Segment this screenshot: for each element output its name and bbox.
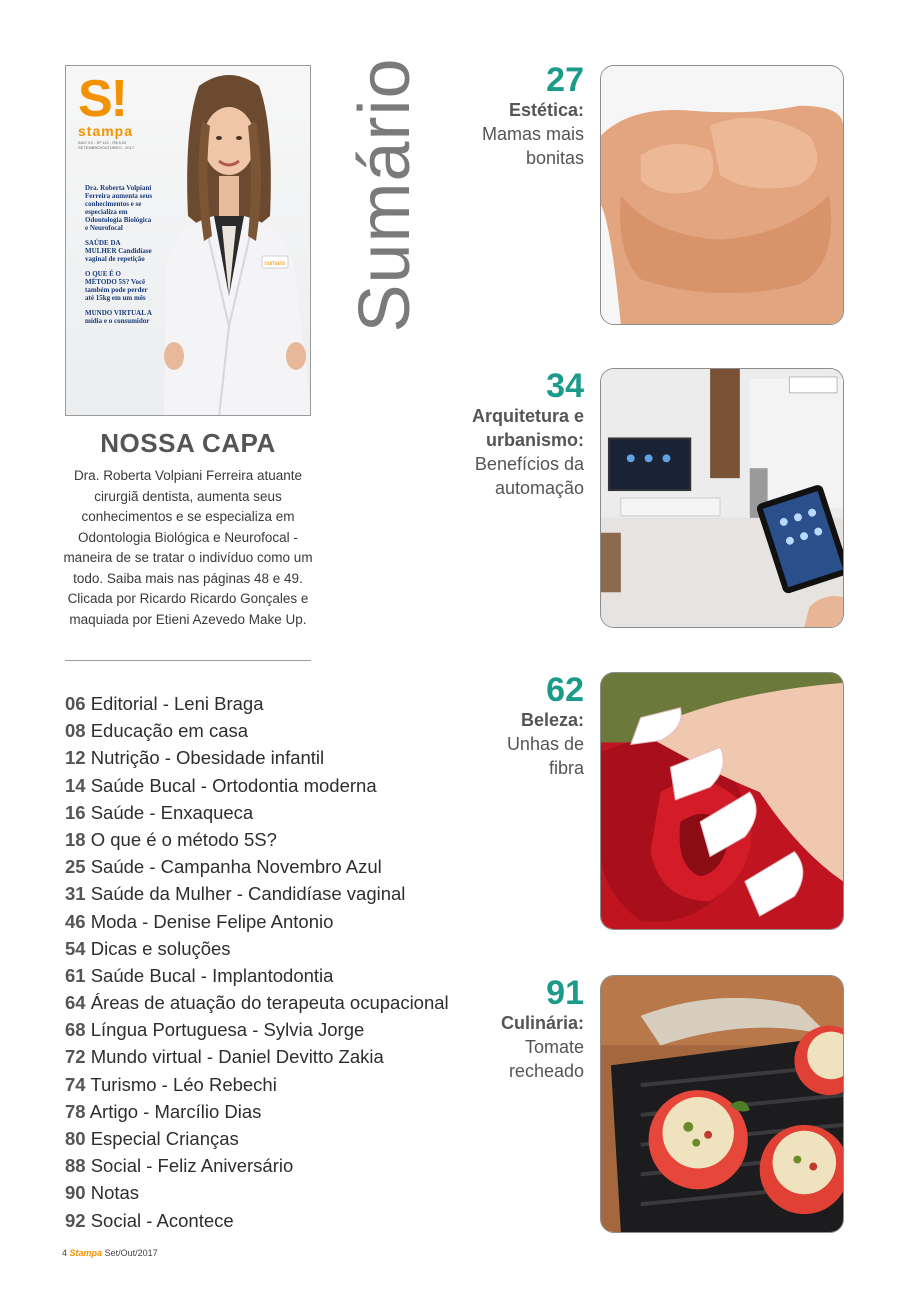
toc-title: Especial Crianças	[90, 1128, 239, 1149]
toc-title: Social - Acontece	[90, 1209, 234, 1231]
feature-page-number: 91	[546, 974, 584, 1012]
toc-item[interactable]	[65, 1125, 449, 1152]
coat-logo: numaris	[264, 261, 286, 267]
toc-title: Artigo - Marcílio Dias	[89, 1100, 262, 1122]
feature-description: Unhas de	[506, 734, 584, 754]
toc-title: Nutrição - Obesidade infantil	[90, 747, 325, 769]
nails-photo	[601, 673, 843, 929]
toc-page: 88	[65, 1155, 86, 1177]
toc-title: Educação em casa	[90, 720, 249, 742]
toc-page: 80	[65, 1128, 86, 1149]
stuffed-tomato-photo	[601, 976, 843, 1232]
nossa-capa-title: NOSSA CAPA	[100, 428, 276, 458]
toc-page: 74	[65, 1073, 86, 1095]
feature-page-number: 27	[546, 61, 584, 99]
toc-item[interactable]	[65, 744, 449, 771]
toc-title: Saúde Bucal - Implantodontia	[90, 964, 334, 986]
toc-item[interactable]	[65, 935, 449, 962]
toc-title: Áreas de atuação do terapeuta ocupacional	[90, 992, 449, 1014]
cover-teaser: MUNDO VIRTUAL A mídia e o consumidor	[85, 309, 152, 325]
toc-item[interactable]	[65, 989, 449, 1016]
toc-item[interactable]	[65, 908, 449, 935]
feature-category: Beleza:	[520, 710, 584, 730]
logo-word: stampa	[78, 123, 134, 139]
toc-list	[65, 690, 449, 1234]
nossa-capa-text: Dra. Roberta Volpiani Ferreira atuante cirurgiã dentista, aumenta seus conhecimentos e se especializa em Odontologia Biológica e Neurofocal - maneira de se tratar o indivíduo como um todo. Saiba mais nas páginas 48 e 49. Clicada por Ricardo Ricardo Gonçales e maquiada por Etieni Azevedo Make Up.	[63, 468, 313, 627]
toc-page: 64	[65, 992, 86, 1014]
cover-issue-line: ANO XX - Nº 142 - R$ 6,00 SETEMBRO/OUTUBRO - 2017	[78, 140, 135, 150]
toc-item[interactable]	[65, 1016, 449, 1043]
feature-description: bonitas	[525, 148, 584, 168]
feature-photo-arquitetura[interactable]	[600, 368, 844, 628]
toc-item[interactable]	[65, 826, 449, 853]
feature-arquitetura[interactable]	[440, 368, 584, 500]
footer-issue: Set/Out/2017	[104, 1248, 158, 1258]
toc-item[interactable]	[65, 772, 449, 799]
feature-category: Culinária:	[500, 1013, 584, 1033]
sumario-title: Sumário	[345, 57, 425, 333]
toc-page: 12	[65, 747, 86, 769]
feature-category: Arquitetura e	[471, 406, 584, 426]
toc-item[interactable]	[65, 1098, 449, 1125]
toc-page: 90	[65, 1182, 86, 1204]
cover-headline: Dra. Roberta Volpiani Ferreira aumenta seus conhecimentos e se especializa em Odontologia Biológica e Neurofocal	[85, 184, 153, 232]
toc-page: 14	[65, 774, 86, 796]
toc-page: 25	[65, 856, 86, 878]
toc-title: Moda - Denise Felipe Antonio	[90, 910, 334, 932]
torso-photo	[601, 66, 843, 324]
toc-page: 18	[65, 828, 86, 850]
toc-page: 46	[65, 910, 86, 932]
stampa-logo	[78, 70, 138, 150]
toc-page: 06	[65, 693, 86, 714]
toc-item[interactable]	[65, 853, 449, 880]
feature-description: Tomate	[524, 1037, 584, 1057]
toc-item[interactable]	[65, 1179, 449, 1206]
toc-item[interactable]	[65, 880, 449, 907]
feature-page-number: 62	[546, 671, 584, 709]
toc-item[interactable]	[65, 1207, 449, 1234]
toc-title: Editorial - Leni Braga	[90, 693, 264, 714]
feature-description: Benefícios da	[474, 454, 584, 474]
toc-page: 54	[65, 937, 86, 959]
toc-item[interactable]	[65, 1071, 449, 1098]
feature-beleza[interactable]	[440, 672, 584, 780]
feature-description: Mamas mais	[481, 124, 584, 144]
page-number: 4	[62, 1248, 68, 1258]
smart-room-photo	[601, 369, 843, 627]
toc-item[interactable]	[65, 690, 449, 717]
toc-title: Mundo virtual - Daniel Devitto Zakia	[90, 1046, 384, 1068]
feature-category: urbanismo:	[485, 430, 584, 450]
feature-photo-beleza[interactable]	[600, 672, 844, 930]
toc-item[interactable]	[65, 799, 449, 826]
divider	[65, 660, 311, 661]
cover-teaser: SAÚDE DA MULHER Candidíase vaginal de repetição	[85, 239, 152, 263]
toc-title: Língua Portuguesa - Sylvia Jorge	[90, 1019, 365, 1041]
feature-page-number: 34	[546, 367, 584, 405]
feature-culinaria[interactable]	[440, 975, 584, 1083]
toc-title: Turismo - Léo Rebechi	[90, 1073, 277, 1095]
page-footer	[62, 1248, 158, 1258]
toc-title: Saúde da Mulher - Candidíase vaginal	[90, 883, 406, 905]
cover-image[interactable]	[65, 65, 311, 416]
cover-headlines	[85, 184, 153, 332]
toc-page: 08	[65, 720, 86, 742]
feature-category: Estética:	[508, 100, 584, 120]
toc-page: 61	[65, 964, 86, 986]
toc-page: 72	[65, 1046, 86, 1068]
toc-title: Saúde Bucal - Ortodontia moderna	[90, 774, 377, 796]
toc-title: Social - Feliz Aniversário	[90, 1155, 294, 1177]
toc-title: O que é o método 5S?	[90, 828, 277, 850]
toc-page: 16	[65, 801, 86, 823]
cover-portrait	[144, 66, 311, 416]
toc-item[interactable]	[65, 717, 449, 744]
toc-page: 78	[65, 1100, 86, 1122]
feature-estetica[interactable]	[440, 62, 584, 170]
toc-page: 92	[65, 1209, 86, 1231]
logo-mark: S!	[78, 70, 126, 128]
toc-title: Saúde - Campanha Novembro Azul	[90, 856, 382, 878]
feature-description: automação	[494, 478, 584, 498]
feature-photo-culinaria[interactable]	[600, 975, 844, 1233]
cover-teaser: O QUE É O MÉTODO 5S? Você também pode perder até 15kg em um mês	[85, 270, 148, 302]
toc-item[interactable]	[65, 1152, 449, 1179]
toc-title: Saúde - Enxaqueca	[90, 801, 254, 823]
feature-photo-estetica[interactable]	[600, 65, 844, 325]
toc-page: 68	[65, 1019, 86, 1041]
toc-title: Notas	[90, 1182, 140, 1204]
footer-brand: Stampa	[69, 1248, 103, 1258]
sumario-heading	[345, 57, 425, 333]
feature-description: fibra	[548, 758, 584, 778]
toc-page: 31	[65, 883, 86, 905]
toc-item[interactable]	[65, 1043, 449, 1070]
feature-description: recheado	[508, 1061, 584, 1081]
toc-item[interactable]	[65, 962, 449, 989]
toc-title: Dicas e soluções	[90, 937, 231, 959]
